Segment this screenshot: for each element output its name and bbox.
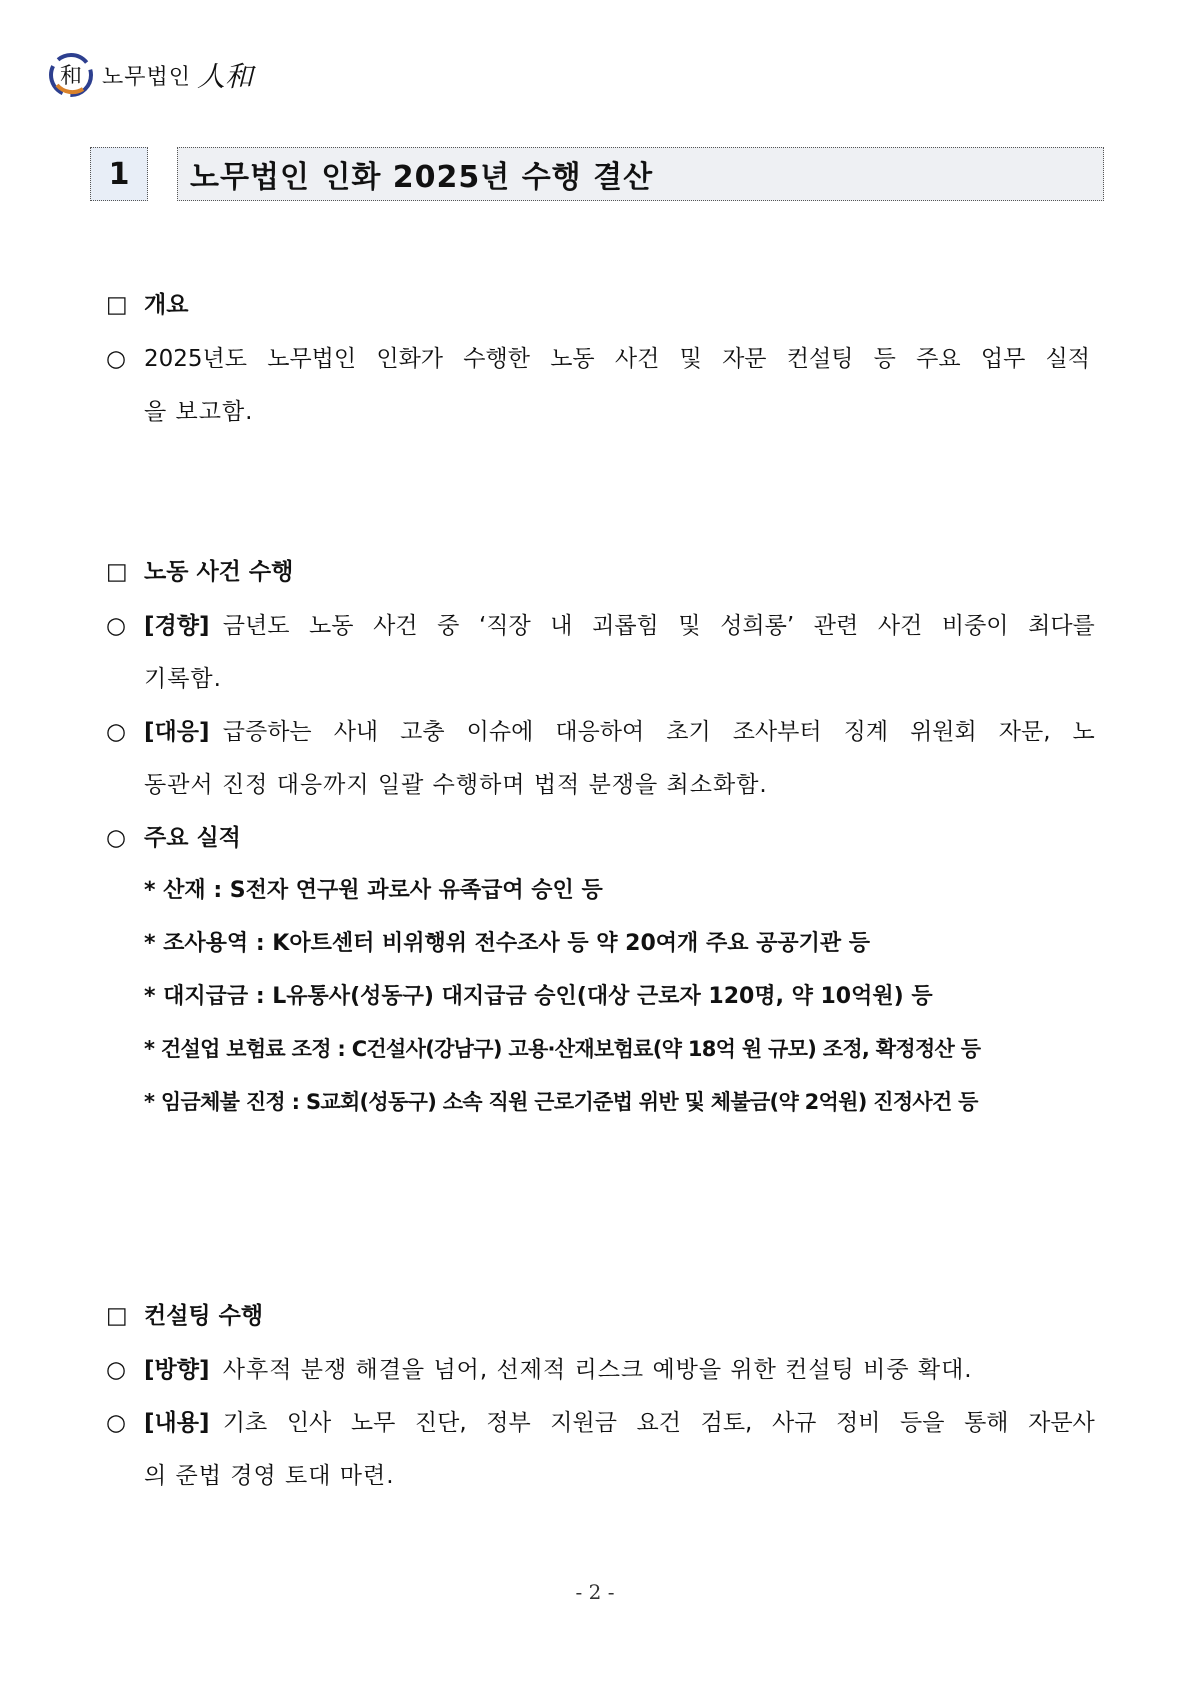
- box-bullet-icon: □: [106, 559, 128, 585]
- page-title: [177, 147, 1104, 201]
- overview-heading: [106, 286, 188, 319]
- trend-item: [106, 607, 1095, 640]
- content-line1: 기초 인사 노무 진단, 정부 지원금 요건 검토, 사규 정비 등을 통해 자문사: [222, 1410, 1095, 1436]
- content-line2: 의 준법 경영 토대 마련.: [144, 1463, 395, 1489]
- achievements-heading-text: 주요 실적: [144, 825, 241, 851]
- svg-text:和: 和: [59, 64, 83, 89]
- circle-bullet-icon: ○: [106, 346, 127, 372]
- direction-label: [방향]: [144, 1357, 210, 1383]
- achievement-item: * 조사용역 : K아트센터 비위행위 전수조사 등 약 20여개 주요 공공기관 등: [144, 931, 871, 956]
- circle-bullet-icon: ○: [106, 1410, 127, 1436]
- consulting-heading-text: 컨설팅 수행: [144, 1303, 264, 1329]
- circle-bullet-icon: ○: [106, 825, 127, 851]
- response-label: [대응]: [144, 719, 210, 745]
- response-item: [106, 713, 1095, 746]
- achievement-item: * 건설업 보험료 조정 : C건설사(강남구) 고용·산재보험료(약 18억 원 규모) 조정, 확정정산 등: [144, 1037, 981, 1061]
- labor-cases-heading: [106, 553, 293, 586]
- response-line2: 동관서 진정 대응까지 일괄 수행하며 법적 분쟁을 최소화함.: [144, 772, 768, 798]
- circle-bullet-icon: ○: [106, 1357, 127, 1383]
- achievement-item: * 산재 : S전자 연구원 과로사 유족급여 승인 등: [144, 878, 603, 903]
- achievement-item: * 대지급금 : L유통사(성동구) 대지급금 승인(대상 근로자 120명, 약 10억원) 등: [144, 984, 933, 1009]
- achievement-item: * 임금체불 진정 : S교회(성동구) 소속 직원 근로기준법 위반 및 체불금(약 2억원) 진정사건 등: [144, 1090, 978, 1114]
- page-title-text: 노무법인 인화 2025년 수행 결산: [190, 160, 654, 195]
- box-bullet-icon: □: [106, 292, 128, 318]
- overview-item-line1: 2025년도 노무법인 인화가 수행한 노동 사건 및 자문 컨설팅 등 주요 업무 실적: [144, 346, 1090, 372]
- trend-line2: 기록함.: [144, 666, 222, 692]
- overview-item: [106, 340, 1090, 373]
- overview-item-line2: 을 보고함.: [144, 399, 254, 425]
- direction-item: [106, 1351, 973, 1384]
- direction-line1: 사후적 분쟁 해결을 넘어, 선제적 리스크 예방을 위한 컨설팅 비중 확대.: [222, 1357, 973, 1383]
- firm-name-hanja: 人和: [197, 60, 254, 93]
- trend-line1: 금년도 노동 사건 중 ‘직장 내 괴롭힘 및 성희롱’ 관련 사건 비중이 최다를: [222, 613, 1095, 639]
- firm-logo: [48, 52, 253, 98]
- response-line1: 급증하는 사내 고충 이슈에 대응하여 초기 조사부터 징계 위원회 자문, 노: [222, 719, 1095, 745]
- firm-name: 노무법인: [102, 64, 192, 90]
- box-bullet-icon: □: [106, 1303, 128, 1329]
- content-item: [106, 1404, 1095, 1437]
- labor-cases-heading-text: 노동 사건 수행: [144, 559, 294, 585]
- section-number: 1: [90, 147, 148, 201]
- circle-bullet-icon: ○: [106, 719, 127, 745]
- content-label: [내용]: [144, 1410, 210, 1436]
- circle-bullet-icon: ○: [106, 613, 127, 639]
- trend-label: [경향]: [144, 613, 210, 639]
- consulting-heading: [106, 1297, 263, 1330]
- overview-heading-text: 개요: [144, 292, 189, 318]
- achievements-heading: [106, 819, 241, 852]
- page-number: - 2 -: [575, 1580, 615, 1604]
- firm-logo-icon: [48, 52, 94, 98]
